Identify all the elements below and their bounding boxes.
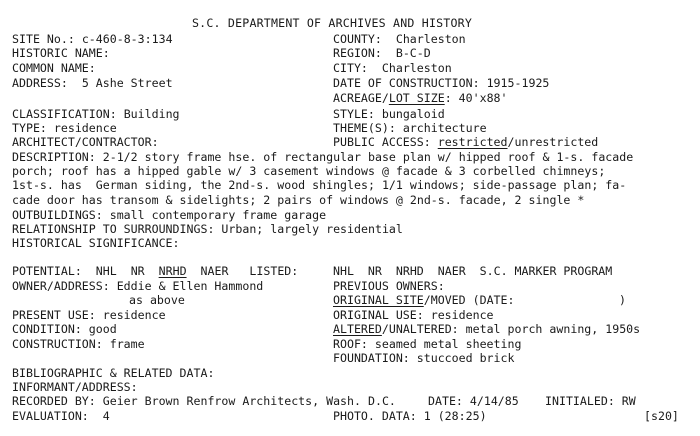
listed-row: NHL NR NRHD NAER S.C. MARKER PROGRAM: [333, 264, 613, 278]
moved-date-close: ): [619, 293, 626, 307]
date-of-construction: DATE OF CONSTRUCTION: 1915-1925: [333, 76, 550, 90]
form-title: S.C. DEPARTMENT OF ARCHIVES AND HISTORY: [192, 16, 473, 30]
relationship-to-surroundings: RELATIONSHIP TO SURROUNDINGS: Urban; largely residential: [12, 222, 403, 236]
description-line: porch; roof has a hipped gable w/ 3 casement windows @ facade & 3 corbelled chimneys;: [12, 164, 606, 178]
description-line: cade door has transom & sidelights; 2 pairs of windows @ 2nd-s. facade, 2 single *: [12, 193, 585, 207]
photo-data: PHOTO. DATA: 1 (28:25): [333, 409, 487, 423]
original-use: ORIGINAL USE: residence: [333, 308, 494, 322]
county: COUNTY: Charleston: [333, 32, 466, 46]
informant-address: INFORMANT/ADDRESS:: [12, 380, 138, 394]
style: STYLE: bungaloid: [333, 107, 445, 121]
historical-significance: HISTORICAL SIGNIFICANCE:: [12, 236, 180, 250]
outbuildings: OUTBUILDINGS: small contemporary frame garage: [12, 208, 327, 222]
historic-name: HISTORIC NAME:: [12, 46, 110, 60]
owner-address-continued: as above: [129, 293, 185, 307]
public-access: PUBLIC ACCESS: restricted/unrestricted: [333, 135, 599, 149]
recorded-by: RECORDED BY: Geier Brown Renfrow Architects, Wash. D.C.: [12, 394, 396, 408]
present-use: PRESENT USE: residence: [12, 308, 166, 322]
site-number: SITE No.: c-460-8-3:134: [12, 32, 173, 46]
bibliographic-data: BIBLIOGRAPHIC & RELATED DATA:: [12, 366, 215, 380]
initialed: INITIALED: RW: [545, 394, 636, 408]
construction: CONSTRUCTION: frame: [12, 337, 145, 351]
themes: THEME(S): architecture: [333, 121, 487, 135]
classification: CLASSIFICATION: Building: [12, 107, 180, 121]
altered-unaltered: ALTERED/UNALTERED: metal porch awning, 1950s: [333, 322, 641, 336]
type: TYPE: residence: [12, 121, 117, 135]
record-date: DATE: 4/14/85: [428, 394, 519, 408]
previous-owners: PREVIOUS OWNERS:: [333, 279, 445, 293]
region: REGION: B-C-D: [333, 46, 431, 60]
common-name: COMMON NAME:: [12, 61, 96, 75]
condition: CONDITION: good: [12, 322, 117, 336]
description-line: 1st-s. has German siding, the 2nd-s. wood shingles; 1/1 windows; side-passage plan; fa-: [12, 178, 627, 192]
owner-address: OWNER/ADDRESS: Eddie & Ellen Hammond: [12, 279, 264, 293]
foundation: FOUNDATION: stuccoed brick: [333, 351, 515, 365]
description-line: DESCRIPTION: 2-1/2 story frame hse. of rectangular base plan w/ hipped roof & 1-s. facade: [12, 150, 634, 164]
record-code: [s20]: [644, 409, 679, 423]
city: CITY: Charleston: [333, 61, 452, 75]
potential-row: POTENTIAL: NHL NR NRHD NAER LISTED:: [12, 264, 299, 278]
acreage-lot-size: ACREAGE/LOT SIZE: 40'x88': [333, 91, 508, 105]
architect-contractor: ARCHITECT/CONTRACTOR:: [12, 135, 159, 149]
roof: ROOF: seamed metal sheeting: [333, 337, 522, 351]
address: ADDRESS: 5 Ashe Street: [12, 76, 173, 90]
original-site-moved: ORIGINAL SITE/MOVED (DATE:: [333, 293, 515, 307]
evaluation: EVALUATION: 4: [12, 409, 110, 423]
